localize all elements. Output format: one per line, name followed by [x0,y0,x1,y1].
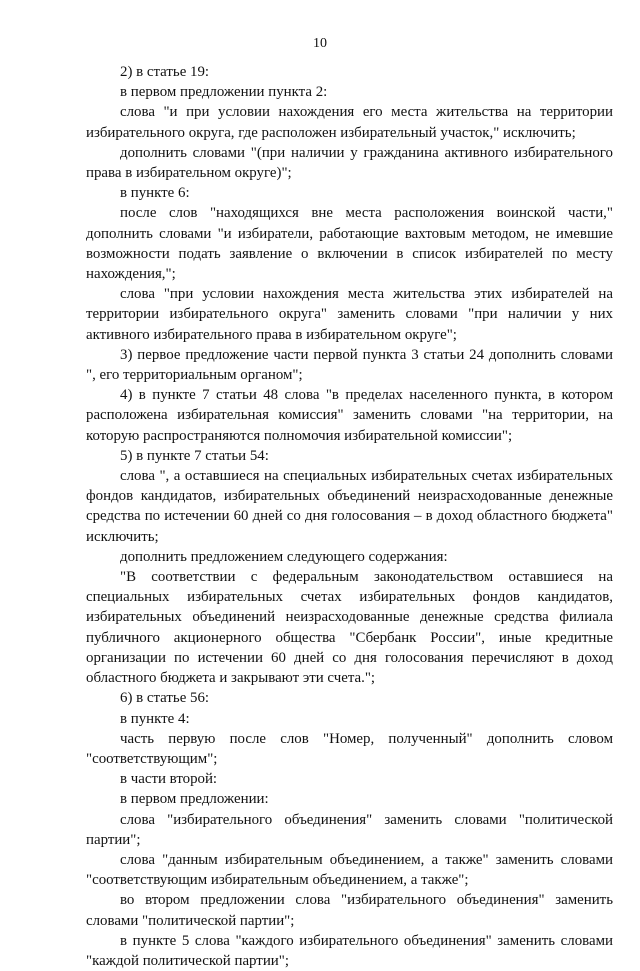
paragraph: в пункте 5 слова "каждого избирательного объединения" заменить словами "каждой политической партии"; [86,932,613,969]
paragraph: слова "данным избирательным объединением, а также" заменить словами "соответствующим избирательным объединением, а также"; [86,851,613,889]
page-number: 10 [313,36,327,51]
paragraph: часть первую после слов "Номер, полученный" дополнить словом "соответствующим"; [86,730,613,767]
document-body [86,62,613,971]
paragraph: после слов "находящихся вне места расположения воинской части," дополнить словами "и избиратели, работающие вахтовым методом, не имевшие возможности подать заявление о включении в список избирателей по месту нахождения,"; [86,205,613,283]
paragraph: в первом предложении: [120,791,269,808]
paragraph: во втором предложении слова "избирательного объединения" заменить словами "политической партии"; [86,892,613,929]
paragraph: слова "избирательного объединения" заменить словами "политической партии"; [86,811,613,848]
paragraph: "В соответствии с федеральным законодательством оставшиеся на специальных избирательных счетах избирательных фондов кандидатов, избирательных объединений неизрасходованные денежные средства филиала публичного акционерного общества "Сбербанк России", иные кредитные организации по истечении 60 дней со дня голосования перечисляют в доход областного бюджета и закрывают эти счета."; [86,569,613,687]
paragraph: слова "при условии нахождения места жительства этих избирателей на территории избирательного округа" заменить словами "при наличии у них активного избирательного права в избирательном округе"; [86,286,613,343]
paragraph: 5) в пункте 7 статьи 54: [120,447,269,464]
paragraph: 2) в статье 19: [120,64,210,80]
paragraph: дополнить предложением следующего содержания: [120,548,448,565]
paragraph: 3) первое предложение части первой пункта 3 статьи 24 дополнить словами ", его территориальным органом"; [86,346,613,384]
paragraph: слова ", а оставшиеся на специальных избирательных счетах избирательных фондов кандидатов, избирательных объединений неизрасходованные денежные средства по истечении 60 дней со дня голосования – в доход областного бюджета" исключить; [86,468,613,545]
paragraph: 4) в пункте 7 статьи 48 слова "в пределах населенного пункта, в котором расположена избирательная комиссия" заменить словами "на территории, на которую распространяются полномочия избирательной комиссии"; [86,387,613,444]
paragraph: слова "и при условии нахождения его места жительства на территории избирательного округа, где расположен избирательный участок," исключить; [86,104,613,141]
paragraph: в части второй: [120,771,218,788]
paragraph: в первом предложении пункта 2: [120,84,328,101]
paragraph: в пункте 6: [120,185,190,202]
paragraph: в пункте 4: [120,710,190,727]
paragraph: 6) в статье 56: [120,690,210,707]
paragraph: дополнить словами "(при наличии у гражданина активного избирательного права в избирательном округе)"; [86,144,613,182]
